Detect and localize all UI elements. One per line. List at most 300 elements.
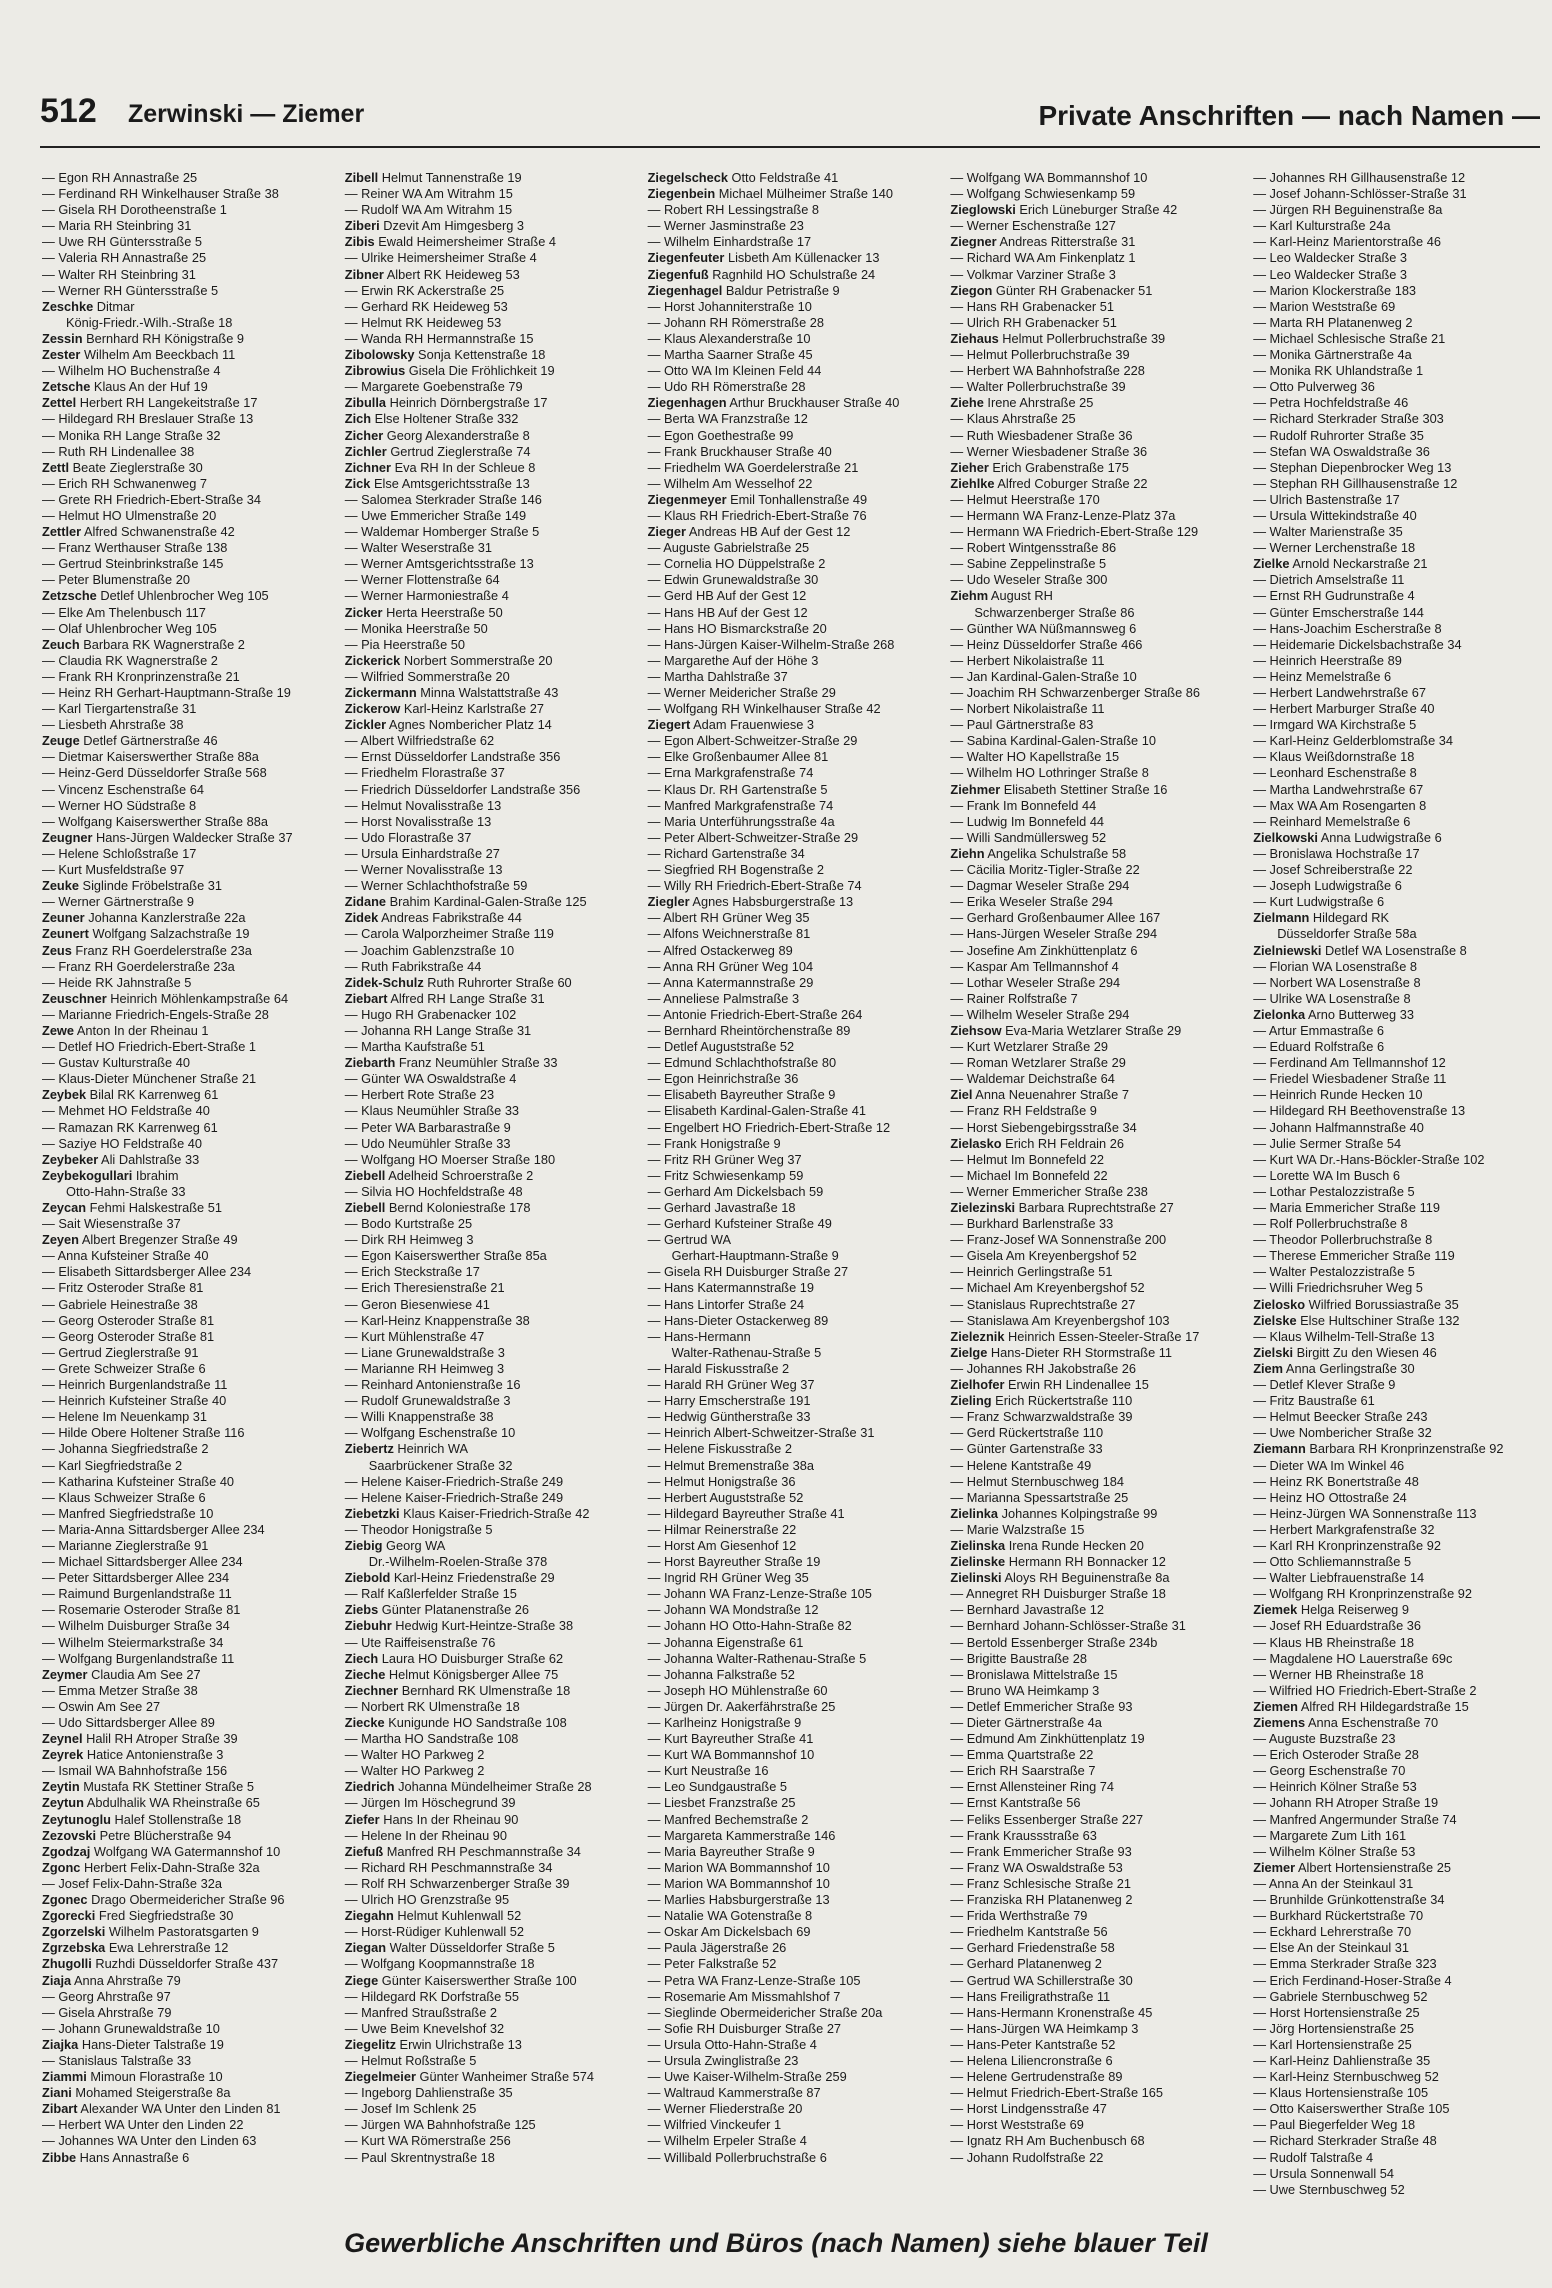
entry-text: — Lothar Weseler Straße 294 bbox=[950, 974, 1121, 990]
directory-entry bbox=[950, 1345, 1239, 1361]
directory-entry bbox=[950, 283, 1239, 299]
directory-entry bbox=[950, 1828, 1239, 1844]
entry-surname: Zielniewski bbox=[1253, 942, 1322, 958]
entry-text: — Helmut Beecker Straße 243 bbox=[1253, 1409, 1428, 1425]
directory-entry bbox=[648, 283, 937, 299]
entry-surname: Zieger bbox=[647, 524, 686, 540]
directory-entry bbox=[42, 395, 331, 411]
entry-text: — Heidemarie Dickelsbachstraße 34 bbox=[1253, 636, 1462, 652]
directory-entry bbox=[1253, 926, 1542, 942]
directory-entry bbox=[648, 379, 937, 395]
entry-text: — Martha Landwehrstraße 67 bbox=[1253, 781, 1424, 797]
entry-text: — Sieglinde Obermeidericher Straße 20a bbox=[647, 2004, 883, 2020]
entry-text: — Fritz RH Grüner Weg 37 bbox=[647, 1151, 802, 1167]
entry-text: — Gisela Ahrstraße 79 bbox=[42, 2004, 172, 2020]
entry-text: — Helene Kaiser-Friedrich-Straße 249 bbox=[344, 1473, 564, 1489]
entry-surname: Zetsche bbox=[42, 379, 91, 395]
entry-text: Bernd Koloniestraße 178 bbox=[385, 1200, 531, 1215]
directory-entry bbox=[42, 1699, 331, 1715]
directory-entry bbox=[648, 1747, 937, 1763]
entry-text: — Burkhard Barlenstraße 33 bbox=[950, 1216, 1114, 1232]
entry-text: — Emma Quartstraße 22 bbox=[950, 1747, 1094, 1763]
directory-entry bbox=[950, 1747, 1239, 1763]
directory-entry bbox=[1253, 444, 1542, 460]
entry-text: Wilhelm Am Beeckbach 11 bbox=[80, 347, 236, 363]
entry-text: — Michael Schlesische Straße 21 bbox=[1253, 330, 1446, 346]
entry-text: Erich Rückertstraße 110 bbox=[991, 1393, 1133, 1409]
entry-text: — Rosemarie Osteroder Straße 81 bbox=[42, 1602, 241, 1618]
directory-entry bbox=[1253, 1007, 1542, 1023]
entry-text: — Carola Walporzheimer Straße 119 bbox=[344, 926, 554, 942]
entry-text: — Harald Fiskusstraße 2 bbox=[647, 1360, 790, 1376]
entry-text: — Hans RH Grabenacker 51 bbox=[950, 298, 1114, 314]
entry-text: — Kaspar Am Tellmannshof 4 bbox=[950, 958, 1119, 974]
entry-text: Hans Annastraße 6 bbox=[76, 2149, 190, 2165]
directory-entry bbox=[1253, 975, 1542, 991]
directory-entry bbox=[1253, 1522, 1542, 1538]
entry-text: — Maria Emmericher Straße 119 bbox=[1253, 1200, 1440, 1215]
entry-text: — Martha HO Sandstraße 108 bbox=[344, 1731, 519, 1747]
directory-entry bbox=[1253, 363, 1542, 379]
directory-entry bbox=[42, 1828, 331, 1844]
directory-entry bbox=[1253, 1876, 1542, 1892]
directory-entry bbox=[950, 1618, 1239, 1634]
directory-entry bbox=[648, 733, 937, 749]
directory-entry bbox=[950, 2069, 1239, 2085]
entry-surname: Zeugner bbox=[42, 829, 93, 845]
entry-text: — Sofie RH Duisburger Straße 27 bbox=[647, 2020, 842, 2036]
entry-text: — Karl RH Kronprinzenstraße 92 bbox=[1253, 1537, 1441, 1553]
entry-text: — Richard RH Peschmannstraße 34 bbox=[344, 1859, 553, 1875]
entry-text: — Erich RH Schwanenweg 7 bbox=[42, 475, 208, 491]
entry-text: — Petra WA Franz-Lenze-Straße 105 bbox=[647, 1972, 861, 1988]
directory-entry bbox=[345, 878, 634, 894]
entry-text: — Klaus-Dieter Münchener Straße 21 bbox=[42, 1071, 257, 1087]
entry-text: — Hildegard RK Dorfstraße 55 bbox=[344, 1988, 520, 2004]
directory-entry bbox=[345, 669, 634, 685]
directory-entry bbox=[950, 1087, 1239, 1103]
entry-text: — Egon Albert-Schweitzer-Straße 29 bbox=[647, 733, 858, 749]
directory-entry bbox=[42, 1184, 331, 1200]
entry-surname: Zeytin bbox=[42, 1779, 80, 1795]
entry-text: Herta Heerstraße 50 bbox=[382, 604, 503, 620]
entry-text: Erwin Ulrichstraße 13 bbox=[396, 2036, 522, 2052]
entry-text: — Jürgen WA Bahnhofstraße 125 bbox=[344, 2117, 536, 2133]
entry-surname: Zeuch bbox=[42, 636, 80, 652]
entry-text: — Monika Heerstraße 50 bbox=[344, 620, 488, 636]
entry-text: Arnold Neckarstraße 21 bbox=[1289, 556, 1428, 572]
entry-text: — Frida Werthstraße 79 bbox=[950, 1908, 1088, 1924]
directory-entry bbox=[345, 782, 634, 798]
directory-entry bbox=[950, 524, 1239, 540]
entry-text: — Erich RH Saarstraße 7 bbox=[950, 1763, 1096, 1779]
directory-entry bbox=[1253, 1103, 1542, 1119]
entry-text: Adelheid Schroerstraße 2 bbox=[385, 1167, 534, 1183]
entry-text: — Rudolf Grunewaldstraße 3 bbox=[344, 1393, 511, 1409]
entry-text: — Josef Felix-Dahn-Straße 32a bbox=[42, 1875, 222, 1891]
directory-entry bbox=[950, 975, 1239, 991]
directory-entry bbox=[950, 1812, 1239, 1828]
entry-surname: Ziecke bbox=[344, 1715, 385, 1730]
entry-text: — Klaus Ahrstraße 25 bbox=[950, 411, 1076, 427]
directory-entry bbox=[950, 1280, 1239, 1296]
entry-surname: Ziebetzki bbox=[344, 1505, 400, 1521]
directory-entry bbox=[42, 186, 331, 202]
directory-entry bbox=[950, 170, 1239, 186]
entry-text: — Raimund Burgenlandstraße 11 bbox=[42, 1586, 232, 1602]
entry-text: — Paul Gärtnerstraße 83 bbox=[950, 717, 1094, 733]
directory-entry bbox=[42, 1490, 331, 1506]
entry-text: Agnes Nombericher Platz 14 bbox=[386, 717, 552, 733]
directory-entry bbox=[1253, 1409, 1542, 1425]
entry-text: Hans In der Rheinau 90 bbox=[379, 1811, 519, 1827]
directory-entry bbox=[345, 1989, 634, 2005]
directory-entry bbox=[42, 1940, 331, 1956]
entry-text: — Ramazan RK Karrenweg 61 bbox=[42, 1119, 218, 1135]
entry-text: — Wolfgang WA Bommannshof 10 bbox=[950, 170, 1148, 185]
directory-entry bbox=[345, 267, 634, 283]
directory-entry bbox=[345, 1651, 634, 1667]
directory-entry bbox=[648, 363, 937, 379]
entry-surname: Ziegenhagen bbox=[647, 395, 727, 411]
directory-entry bbox=[648, 1490, 937, 1506]
entry-text: — Heinz Düsseldorfer Straße 466 bbox=[950, 636, 1143, 652]
entry-text: — Helmut Novalisstraße 13 bbox=[344, 797, 502, 813]
entry-text: — Werner Wiesbadener Straße 36 bbox=[950, 443, 1148, 459]
entry-text: — Franz RH Feldstraße 9 bbox=[950, 1103, 1097, 1119]
entry-text: — Walter HO Parkweg 2 bbox=[344, 1763, 485, 1779]
entry-text: — Ute Raiffeisenstraße 76 bbox=[344, 1634, 496, 1650]
entry-text: — Walter Weserstraße 31 bbox=[344, 540, 492, 556]
entry-text: — Hedwig Güntherstraße 33 bbox=[647, 1409, 811, 1425]
directory-entry bbox=[345, 1297, 634, 1313]
directory-entry bbox=[950, 910, 1239, 926]
entry-text: — Waldemar Homberger Straße 5 bbox=[344, 524, 540, 540]
directory-entry bbox=[42, 1747, 331, 1763]
directory-entry bbox=[345, 943, 634, 959]
directory-entry bbox=[345, 218, 634, 234]
directory-entry bbox=[1253, 2166, 1542, 2182]
entry-text: — Wilfried Sommerstraße 20 bbox=[344, 668, 510, 684]
directory-entry bbox=[950, 1683, 1239, 1699]
directory-entry bbox=[950, 492, 1239, 508]
directory-entry bbox=[950, 1200, 1239, 1216]
entry-text: — Erwin RK Ackerstraße 25 bbox=[344, 282, 505, 298]
entry-text: — Marion Weststraße 69 bbox=[1253, 298, 1396, 314]
entry-text: — Helena Liliencronstraße 6 bbox=[950, 2052, 1113, 2068]
entry-text: — Kurt Bayreuther Straße 41 bbox=[647, 1731, 814, 1747]
entry-text: — Frank Kraussstraße 63 bbox=[950, 1827, 1097, 1843]
entry-surname: Ziehm bbox=[950, 588, 989, 604]
entry-text: Angelika Schulstraße 58 bbox=[984, 845, 1127, 861]
entry-text: — Gerd Rückertstraße 110 bbox=[950, 1425, 1104, 1441]
entry-text: — Auguste Buzstraße 23 bbox=[1253, 1731, 1396, 1747]
entry-text: — Franz Werthauser Straße 138 bbox=[42, 540, 228, 556]
entry-text: Ragnhild HO Schulstraße 24 bbox=[708, 266, 876, 282]
entry-text: — Johann HO Otto-Hahn-Straße 82 bbox=[647, 1618, 852, 1634]
directory-entry bbox=[648, 2117, 937, 2133]
directory-entry bbox=[648, 910, 937, 926]
entry-text: — Bronislawa Hochstraße 17 bbox=[1253, 845, 1420, 861]
entry-text: — Hans Freiligrathstraße 11 bbox=[950, 1988, 1111, 2004]
entry-text: Else Amtsgerichtsstraße 13 bbox=[370, 475, 530, 491]
entry-text: — Josef RH Eduardstraße 36 bbox=[1253, 1618, 1422, 1634]
entry-text: — Kurt Musfeldstraße 97 bbox=[42, 862, 185, 878]
directory-entry bbox=[950, 1393, 1239, 1409]
entry-text: — Peter Sittardsberger Allee 234 bbox=[42, 1570, 230, 1586]
entry-text: Brahim Kardinal-Galen-Straße 125 bbox=[386, 894, 587, 910]
directory-entry bbox=[950, 1023, 1239, 1039]
entry-text: — Helmut Friedrich-Ebert-Straße 165 bbox=[950, 2085, 1164, 2101]
entry-text: — Marie Walzstraße 15 bbox=[950, 1521, 1085, 1537]
entry-text: — Klaus Wilhelm-Tell-Straße 13 bbox=[1253, 1328, 1435, 1344]
entry-text: Irena Runde Hecken 20 bbox=[1005, 1537, 1144, 1553]
directory-entry bbox=[950, 1586, 1239, 1602]
directory-entry bbox=[1253, 1264, 1542, 1280]
entry-text: — Maria Bayreuther Straße 9 bbox=[647, 1843, 815, 1859]
directory-entry bbox=[42, 1474, 331, 1490]
directory-entry bbox=[345, 411, 634, 427]
entry-surname: Ziemek bbox=[1253, 1602, 1298, 1618]
directory-entry bbox=[648, 1039, 937, 1055]
directory-entry bbox=[1253, 1651, 1542, 1667]
entry-text: Karl-Heinz Karlstraße 27 bbox=[400, 701, 544, 717]
directory-column-3 bbox=[648, 170, 937, 2180]
entry-text: — Wilfried Vinckeufer 1 bbox=[647, 2117, 782, 2133]
directory-entry bbox=[42, 1924, 331, 1940]
directory-entry bbox=[648, 621, 937, 637]
directory-entry bbox=[648, 1586, 937, 1602]
entry-text: — Paula Jägerstraße 26 bbox=[647, 1940, 787, 1956]
directory-entry bbox=[42, 1763, 331, 1779]
entry-text: — Wolfgang Schwiesenkamp 59 bbox=[950, 186, 1136, 202]
entry-surname: Zielke bbox=[1253, 556, 1290, 572]
directory-entry bbox=[950, 250, 1239, 266]
entry-text: — Gertrud Steinbrinkstraße 145 bbox=[42, 556, 224, 572]
entry-text: Hans-Dieter RH Stormstraße 11 bbox=[987, 1344, 1173, 1360]
entry-text: — Johann Rudolfstraße 22 bbox=[950, 2149, 1104, 2165]
entry-surname: Ziegan bbox=[344, 1940, 387, 1956]
entry-text: — Günther WA Nüßmannsweg 6 bbox=[950, 620, 1137, 636]
directory-entry bbox=[648, 862, 937, 878]
directory-entry bbox=[648, 1232, 937, 1248]
directory-entry bbox=[42, 347, 331, 363]
directory-entry bbox=[42, 428, 331, 444]
entry-text: — Wilhelm Duisburger Straße 34 bbox=[42, 1618, 230, 1634]
directory-entry bbox=[345, 2133, 634, 2149]
directory-entry bbox=[950, 814, 1239, 830]
directory-entry bbox=[1253, 878, 1542, 894]
directory-entry bbox=[950, 798, 1239, 814]
entry-text: — Elke Großenbaumer Allee 81 bbox=[647, 749, 829, 765]
entry-text: — Rosemarie Am Missmahlshof 7 bbox=[647, 1988, 841, 2004]
directory-entry bbox=[345, 315, 634, 331]
entry-text: Eva-Maria Wetzlarer Straße 29 bbox=[1001, 1022, 1182, 1038]
entry-text: — Johann WA Mondstraße 12 bbox=[647, 1602, 819, 1618]
entry-text: — Ulrike Heimersheimer Straße 4 bbox=[344, 250, 537, 266]
directory-entry bbox=[345, 556, 634, 572]
directory-entry bbox=[1253, 1071, 1542, 1087]
entry-surname: Zielmann bbox=[1253, 910, 1310, 926]
directory-entry bbox=[1253, 717, 1542, 733]
entry-text: — Wilhelm Steiermarkstraße 34 bbox=[42, 1634, 224, 1650]
entry-text: — Ralf Kaßlerfelder Straße 15 bbox=[344, 1586, 517, 1602]
entry-text: — Edmund Schlachthofstraße 80 bbox=[647, 1055, 837, 1071]
entry-text: Hatice Antonienstraße 3 bbox=[83, 1747, 224, 1763]
directory-entry bbox=[1253, 1554, 1542, 1570]
entry-text: — Therese Emmericher Straße 119 bbox=[1253, 1248, 1455, 1264]
directory-entry bbox=[345, 894, 634, 910]
entry-surname: Zeynel bbox=[42, 1731, 83, 1747]
entry-text: Anna Ahrstraße 79 bbox=[71, 1972, 181, 1988]
directory-entry bbox=[1253, 267, 1542, 283]
entry-text: Karl-Heinz Friedenstraße 29 bbox=[390, 1570, 555, 1586]
entry-text: — Silvia HO Hochfeldstraße 48 bbox=[344, 1183, 523, 1199]
entry-text: Franz Neumühler Straße 33 bbox=[395, 1055, 558, 1071]
directory-entry bbox=[648, 1103, 937, 1119]
entry-text: Detlef Uhlenbrocher Weg 105 bbox=[96, 588, 269, 604]
directory-entry bbox=[1253, 1377, 1542, 1393]
entry-text: — Hermann WA Friedrich-Ebert-Straße 129 bbox=[950, 524, 1199, 540]
directory-entry bbox=[42, 2021, 331, 2037]
directory-entry bbox=[648, 2085, 937, 2101]
entry-text: — Ursula Wittekindstraße 40 bbox=[1253, 507, 1417, 523]
entry-surname: Ziehaus bbox=[950, 330, 999, 346]
entry-text: — Margarete Zum Lith 161 bbox=[1253, 1827, 1407, 1843]
directory-entry bbox=[345, 1635, 634, 1651]
directory-entry bbox=[648, 1441, 937, 1457]
entry-text: — Helmut Pollerbruchstraße 39 bbox=[950, 347, 1130, 363]
entry-text: — Valeria RH Annastraße 25 bbox=[42, 250, 207, 266]
directory-entry bbox=[345, 1136, 634, 1152]
directory-entry bbox=[345, 1184, 634, 1200]
entry-text: — Friedhelm Kantstraße 56 bbox=[950, 1924, 1108, 1940]
directory-entry bbox=[42, 1973, 331, 1989]
entry-surname: Zieglowski bbox=[950, 202, 1016, 218]
entry-text: Manfred RH Peschmannstraße 34 bbox=[383, 1843, 581, 1859]
directory-entry bbox=[42, 379, 331, 395]
entry-text: — Ernst RH Gudrunstraße 4 bbox=[1253, 588, 1415, 604]
entry-text: Walter Düsseldorfer Straße 5 bbox=[386, 1940, 555, 1956]
section-title: Private Anschriften — nach Namen — bbox=[1038, 100, 1540, 131]
entry-text: — Annegret RH Duisburger Straße 18 bbox=[950, 1586, 1166, 1602]
entry-text: — Udo Sittardsberger Allee 89 bbox=[42, 1715, 215, 1730]
entry-surname: Ziefer bbox=[344, 1811, 380, 1827]
entry-surname: Zeymer bbox=[42, 1666, 88, 1682]
directory-entry bbox=[648, 492, 937, 508]
directory-entry bbox=[345, 605, 634, 621]
directory-entry bbox=[345, 1844, 634, 1860]
directory-entry bbox=[648, 814, 937, 830]
directory-entry bbox=[950, 782, 1239, 798]
directory-entry bbox=[345, 1876, 634, 1892]
entry-surname: Zettl bbox=[42, 459, 70, 475]
entry-text: — Wolfgang Kaiserswerther Straße 88a bbox=[42, 813, 268, 829]
entry-text: — Johanna Walter-Rathenau-Straße 5 bbox=[647, 1650, 867, 1666]
entry-text: — Marianne RH Heimweg 3 bbox=[344, 1360, 505, 1376]
directory-entry bbox=[1253, 1184, 1542, 1200]
directory-entry bbox=[1253, 1200, 1542, 1216]
entry-text: — Johanna Siegfriedstraße 2 bbox=[42, 1441, 209, 1457]
entry-surname: Ziberi bbox=[344, 218, 380, 234]
directory-entry bbox=[42, 1023, 331, 1039]
entry-text: — Egon Kaiserswerther Straße 85a bbox=[344, 1248, 547, 1264]
directory-entry bbox=[1253, 1908, 1542, 1924]
directory-entry bbox=[345, 685, 634, 701]
entry-text: Barbara RH Kronprinzenstraße 92 bbox=[1305, 1441, 1504, 1457]
entry-text: — Klaus Weißdornstraße 18 bbox=[1253, 749, 1415, 765]
directory-entry bbox=[42, 283, 331, 299]
directory-entry bbox=[950, 846, 1239, 862]
entry-text: — Werner RH Güntersstraße 5 bbox=[42, 282, 219, 298]
directory-entry bbox=[1253, 991, 1542, 1007]
entry-text: — Otto Pulverweg 36 bbox=[1253, 379, 1375, 395]
directory-entry bbox=[42, 460, 331, 476]
directory-entry bbox=[42, 1651, 331, 1667]
entry-surname: Zeuge bbox=[42, 733, 80, 749]
entry-text: — Julie Sermer Straße 54 bbox=[1253, 1135, 1402, 1151]
entry-text: — Werner Amtsgerichtsstraße 13 bbox=[344, 556, 534, 572]
directory-entry bbox=[648, 588, 937, 604]
directory-entry bbox=[345, 2085, 634, 2101]
directory-entry bbox=[648, 395, 937, 411]
entry-text: — Grete Schweizer Straße 6 bbox=[42, 1360, 206, 1376]
directory-entry bbox=[42, 2085, 331, 2101]
entry-surname: Ziegenmeyer bbox=[647, 491, 727, 507]
directory-entry bbox=[345, 1570, 634, 1586]
entry-text: — Werner Jasminstraße 23 bbox=[647, 218, 804, 234]
entry-text: — Werner Meidericher Straße 29 bbox=[647, 685, 836, 700]
directory-entry bbox=[42, 1795, 331, 1811]
entry-surname: Ziedrich bbox=[344, 1779, 395, 1795]
entry-text: — Feliks Essenberger Straße 227 bbox=[950, 1811, 1144, 1827]
entry-text: — Wolfgang Burgenlandstraße 11 bbox=[42, 1650, 235, 1666]
entry-surname: Zibis bbox=[344, 234, 375, 250]
directory-entry bbox=[345, 1216, 634, 1232]
entry-text: Herbert RH Langekeitstraße 17 bbox=[76, 395, 258, 411]
directory-entry bbox=[1253, 1168, 1542, 1184]
entry-text: Heinrich Essen-Steeler-Straße 17 bbox=[1004, 1328, 1200, 1344]
entry-text: — Horst Bayreuther Straße 19 bbox=[647, 1554, 821, 1570]
directory-entry bbox=[648, 2005, 937, 2021]
directory-entry bbox=[1253, 1039, 1542, 1055]
entry-text: — Elisabeth Bayreuther Straße 9 bbox=[647, 1087, 836, 1103]
entry-text: Düsseldorfer Straße 58a bbox=[1277, 926, 1417, 942]
directory-entry bbox=[42, 717, 331, 733]
directory-entry bbox=[345, 540, 634, 556]
entry-text: — Gerhard Am Dickelsbach 59 bbox=[647, 1183, 824, 1199]
entry-surname: Zibolowsky bbox=[344, 347, 415, 363]
directory-entry bbox=[345, 1602, 634, 1618]
directory-entry bbox=[42, 1071, 331, 1087]
directory-entry bbox=[42, 1876, 331, 1892]
directory-entry bbox=[648, 1087, 937, 1103]
entry-text: — Robert RH Lessingstraße 8 bbox=[647, 202, 819, 218]
entry-surname: Ziel bbox=[950, 1087, 973, 1103]
entry-text: — Udo Florastraße 37 bbox=[344, 829, 472, 845]
directory-entry bbox=[950, 1667, 1239, 1683]
entry-surname: Ziehsow bbox=[950, 1022, 1002, 1038]
entry-text: — Peter Albert-Schweitzer-Straße 29 bbox=[647, 829, 859, 845]
entry-text: — Hans-Jürgen Kaiser-Wilhelm-Straße 268 bbox=[647, 636, 895, 652]
directory-entry bbox=[950, 1007, 1239, 1023]
entry-text: — Fritz Baustraße 61 bbox=[1253, 1393, 1375, 1409]
directory-entry bbox=[648, 975, 937, 991]
directory-entry bbox=[1253, 910, 1542, 926]
directory-entry bbox=[345, 1039, 634, 1055]
entry-text: Walter-Rathenau-Straße 5 bbox=[671, 1344, 822, 1360]
entry-text: — Walter HO Parkweg 2 bbox=[344, 1747, 485, 1763]
